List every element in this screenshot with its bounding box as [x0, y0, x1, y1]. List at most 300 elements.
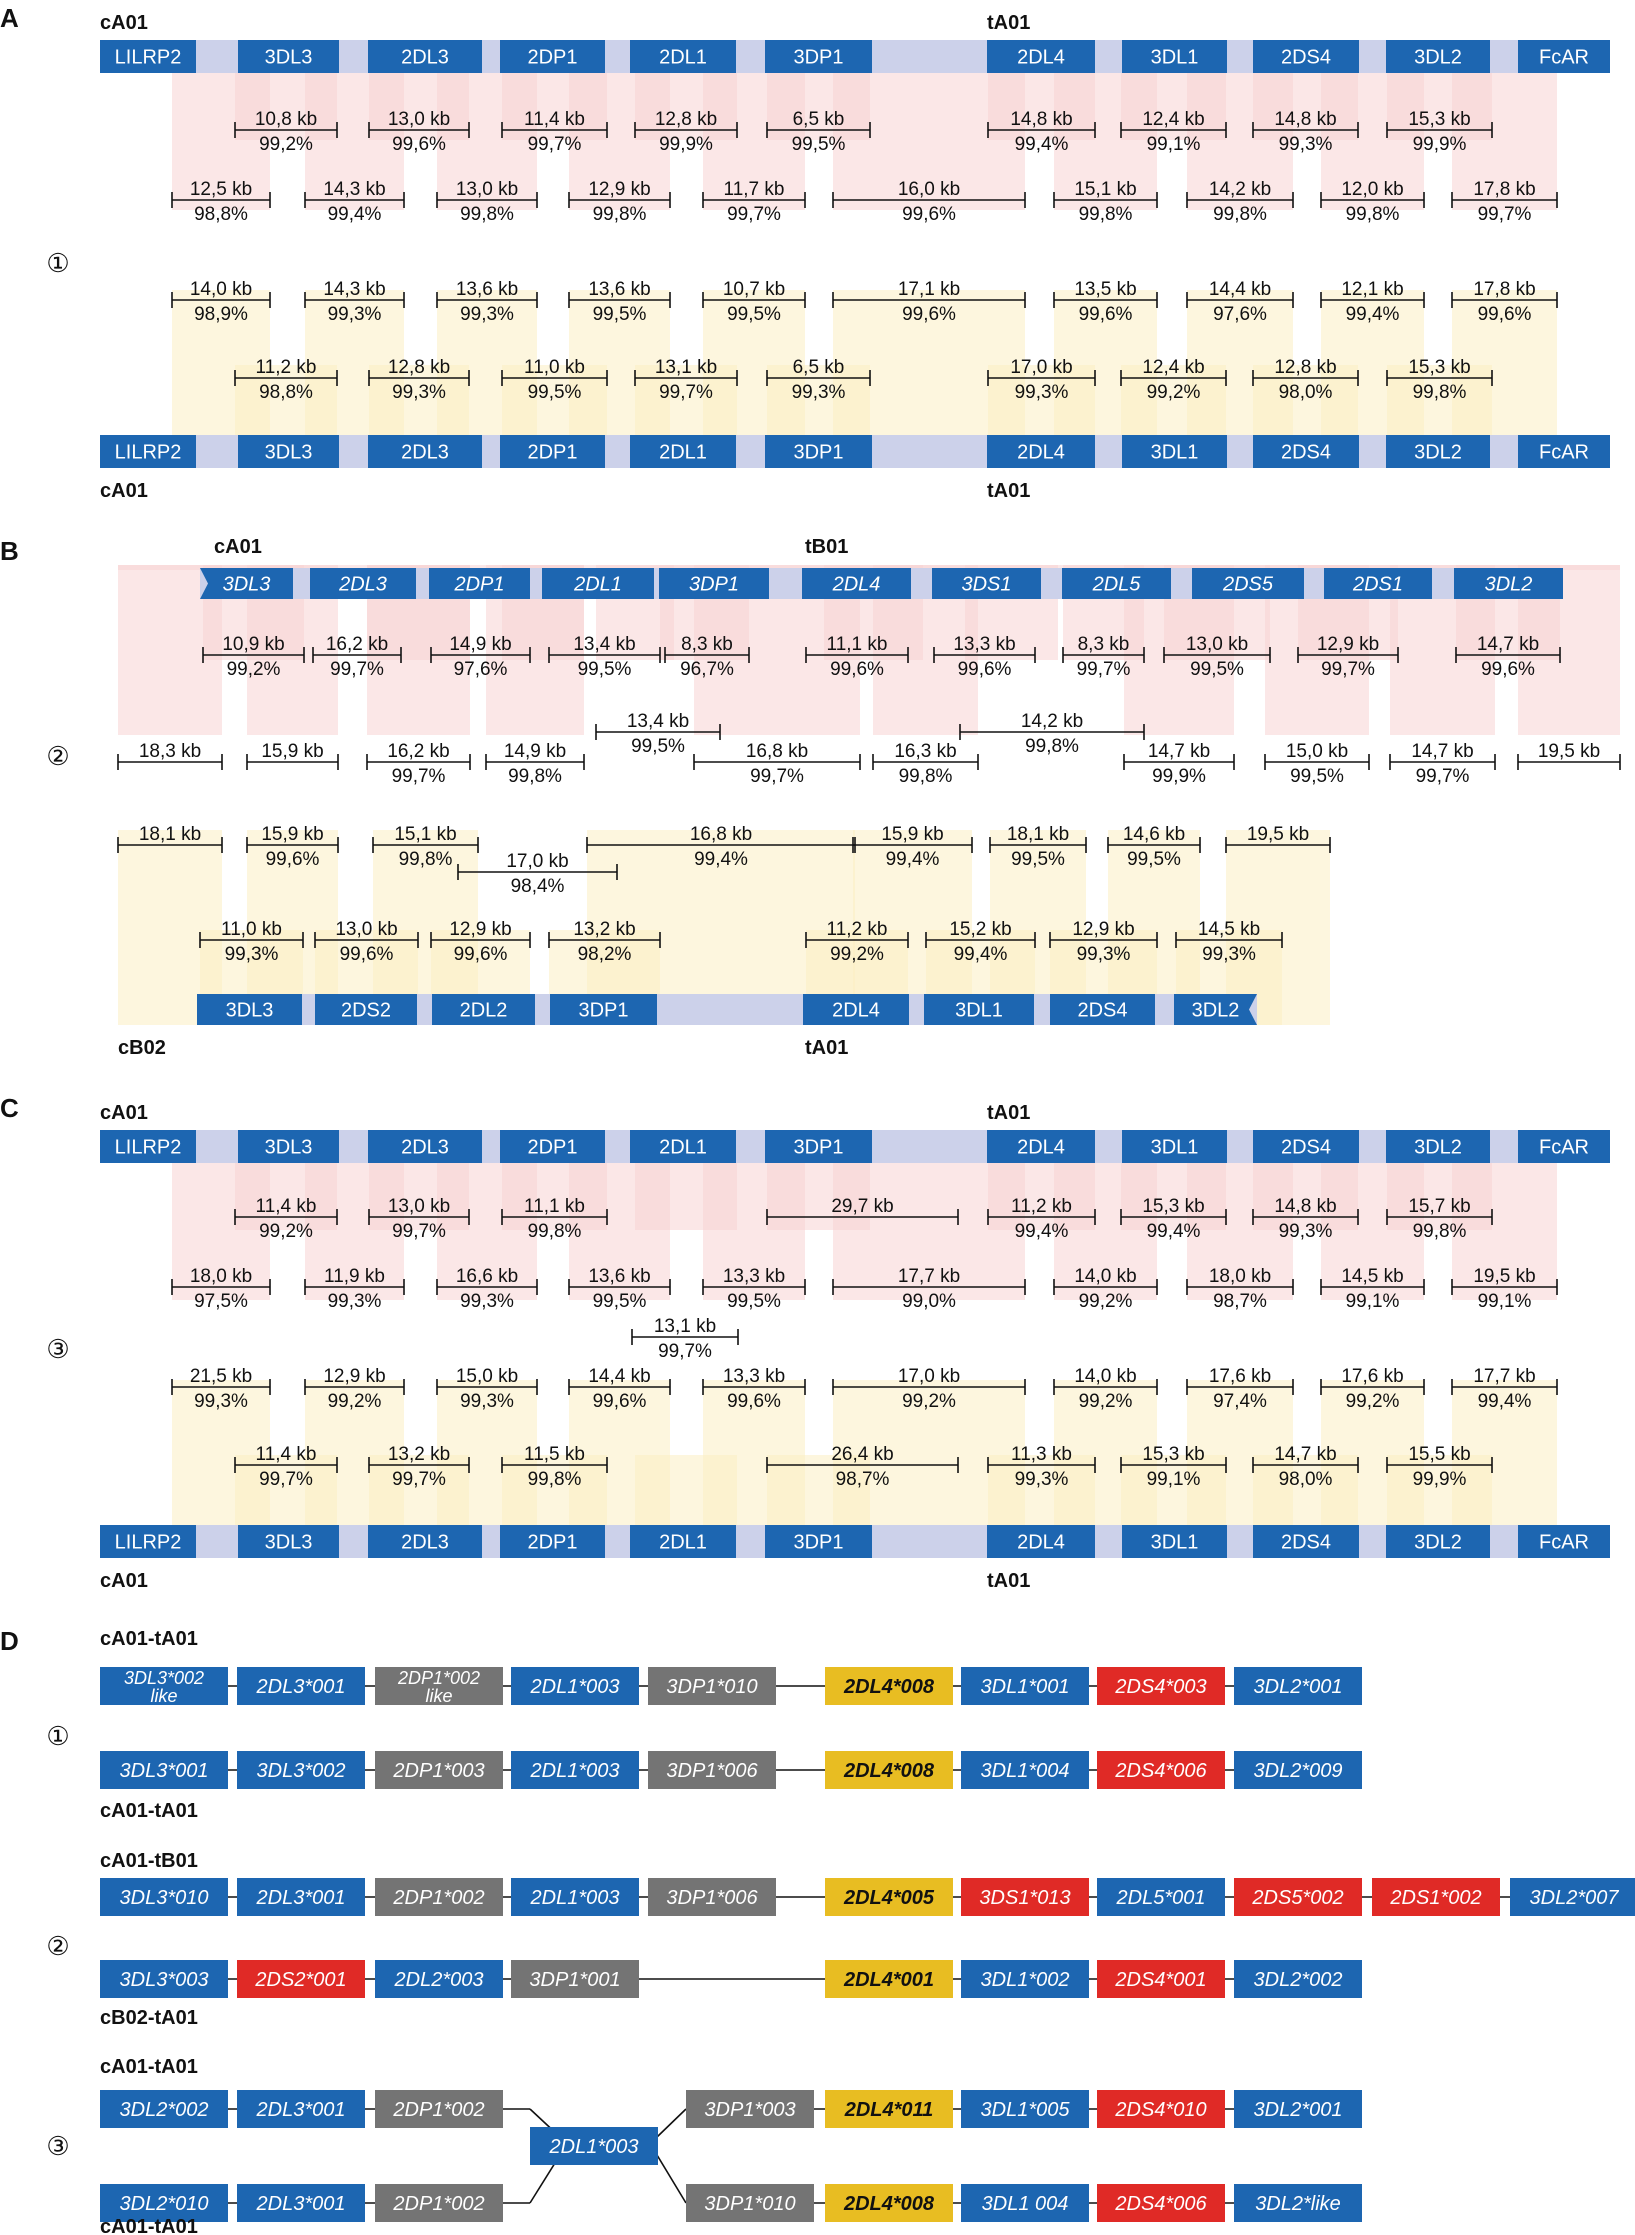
gene-name: 3DL3: [264, 46, 313, 69]
gene-box: [765, 40, 872, 73]
segment-identity: 99,5%: [791, 134, 846, 155]
allele-box: [375, 1751, 503, 1789]
gene-name: 2DL2: [459, 999, 508, 1022]
segment-length: 14,6 kb: [1122, 824, 1186, 845]
segment-length: 13,2 kb: [573, 919, 636, 940]
gene-box: [200, 568, 293, 599]
haplotype-label: tA01: [987, 1570, 1031, 1592]
segment-length: 12,9 kb: [588, 179, 651, 200]
allele-name: 3DL3*010: [119, 1887, 209, 1909]
segment-identity: 99,5%: [727, 1291, 781, 1312]
allele-name: 2DL1*003: [530, 1887, 620, 1909]
gene-name: 3DL2: [1484, 573, 1533, 596]
haplotype-label: tA01: [987, 480, 1031, 502]
gene-box: [1253, 1525, 1359, 1558]
segment-identity: 99,1%: [1345, 1291, 1400, 1312]
gene-name: FcAR: [1539, 46, 1589, 69]
gene-box: [1518, 1525, 1610, 1558]
segment-identity: 99,8%: [1213, 204, 1267, 225]
allele-name: 3DL1*002: [980, 1969, 1070, 1991]
segment-length: 15,3 kb: [1142, 1444, 1205, 1465]
segment-identity: 98,0%: [1278, 1469, 1333, 1490]
gene-name: 3DL3: [264, 1531, 313, 1554]
gene-name: 2DL1: [659, 1531, 707, 1554]
allele-box: [1097, 1667, 1225, 1705]
segment-identity: 99,3%: [327, 304, 382, 325]
segment-length: 14,0 kb: [1074, 1366, 1137, 1387]
gene-name: 2DP1: [527, 441, 578, 464]
gene-box: [238, 40, 339, 73]
segment-identity: 98,8%: [259, 382, 313, 403]
gene-name: LILRP2: [114, 46, 182, 69]
segment-identity: 99,4%: [885, 849, 940, 870]
haplotype-pair-number: ③: [46, 1334, 70, 1364]
allele-box: [648, 1751, 776, 1789]
allele-box: [1234, 1960, 1362, 1998]
gene-box: [765, 1525, 872, 1558]
segment-identity: 99,4%: [953, 944, 1008, 965]
segment-identity: 99,8%: [592, 204, 647, 225]
segment-length: 11,4 kb: [255, 1444, 317, 1465]
segment-identity: 99,3%: [1278, 1221, 1333, 1242]
haplotype-pair-label: cA01-tA01: [100, 2216, 198, 2235]
segment-identity: 99,2%: [226, 659, 281, 680]
gene-box: [429, 568, 530, 599]
allele-box: [375, 1667, 503, 1706]
segment-identity: 98,0%: [1278, 382, 1333, 403]
segment-identity: 99,5%: [631, 736, 685, 757]
segment-identity: 99,7%: [727, 204, 781, 225]
segment-identity: 99,3%: [327, 1291, 382, 1312]
allele-name: 3DL3*002: [123, 1668, 205, 1688]
allele-box: [961, 1960, 1089, 1998]
gene-name: 3DP1: [793, 1136, 844, 1159]
segment-length: 15,9 kb: [881, 824, 944, 845]
segment-length: 15,3 kb: [1408, 357, 1471, 378]
allele-box: [237, 2184, 365, 2222]
allele-name: 2DL3*001: [256, 1887, 346, 1909]
allele-box: [825, 2090, 953, 2128]
gene-box: [1253, 1130, 1359, 1163]
segment-length: 13,3 kb: [953, 634, 1016, 655]
segment-identity: 99,7%: [391, 766, 446, 787]
segment-length: 11,7 kb: [723, 179, 785, 200]
segment-identity: 99,0%: [902, 1291, 956, 1312]
segment-length: 11,0 kb: [221, 919, 282, 940]
allele-name: 3DL2*007: [1529, 1887, 1619, 1909]
segment-length: 18,1 kb: [1006, 824, 1070, 845]
segment-length: 16,2 kb: [325, 634, 389, 655]
segment-length: 19,5 kb: [1246, 824, 1310, 845]
segment-identity: 99,7%: [392, 1469, 446, 1490]
segment-identity: 99,8%: [1412, 382, 1467, 403]
haplotype-pair-label: cA01-tB01: [100, 1850, 198, 1872]
allele-box: [825, 2184, 953, 2222]
segment-length: 11,9 kb: [324, 1266, 385, 1287]
allele-box: [1097, 2090, 1225, 2128]
segment-length: 17,8 kb: [1473, 179, 1536, 200]
segment-length: 14,9 kb: [449, 634, 512, 655]
gene-box: [765, 1130, 872, 1163]
segment-length: 8,3 kb: [1077, 634, 1130, 655]
segment-length: 11,4 kb: [255, 1196, 317, 1217]
gene-name: 3DL2: [1414, 1531, 1462, 1554]
segment-identity: 99,4%: [1146, 1221, 1201, 1242]
segment-length: 16,8 kb: [745, 741, 809, 762]
segment-identity: 98,4%: [510, 876, 565, 897]
allele-name: 2DL3*001: [256, 1676, 346, 1698]
segment-identity: 98,8%: [194, 204, 248, 225]
gene-box: [1386, 1525, 1490, 1558]
segment-length: 18,0 kb: [189, 1266, 253, 1287]
panel-letter: D: [0, 1626, 19, 1656]
gene-name: 2DP1: [527, 1531, 578, 1554]
segment-length: 13,0 kb: [335, 919, 398, 940]
segment-bracket: [1265, 741, 1369, 787]
gene-box: [630, 1130, 736, 1163]
allele-box: [530, 2127, 658, 2165]
gene-name: 3DL3: [264, 441, 313, 464]
segment-identity: 99,8%: [527, 1469, 582, 1490]
segment-identity: 99,5%: [592, 304, 647, 325]
gene-box: [1122, 435, 1227, 468]
segment-length: 18,0 kb: [1208, 1266, 1272, 1287]
segment-identity: 99,4%: [694, 849, 748, 870]
segment-identity: 96,7%: [680, 659, 734, 680]
segment-length: 17,7 kb: [897, 1266, 961, 1287]
segment-length: 13,6 kb: [588, 279, 651, 300]
segment-identity: 99,7%: [1076, 659, 1131, 680]
allele-name: 3DL1*004: [980, 1760, 1070, 1782]
gene-box: [500, 1525, 605, 1558]
allele-name: 3DL2*like: [1255, 2193, 1341, 2215]
segment-identity: 99,8%: [527, 1221, 582, 1242]
segment-identity: 99,3%: [224, 944, 279, 965]
gene-name: LILRP2: [114, 1136, 182, 1159]
gene-name: 3DL1: [1150, 46, 1199, 69]
segment-length: 15,7 kb: [1408, 1196, 1471, 1217]
segment-length: 13,2 kb: [387, 1444, 451, 1465]
gene-name: 2DS4: [1280, 1136, 1332, 1159]
segment-identity: 99,7%: [259, 1469, 313, 1490]
gene-name: 3DP1: [793, 1531, 844, 1554]
segment-identity: 99,7%: [392, 1221, 446, 1242]
allele-name: 3DP1*006: [666, 1760, 758, 1782]
segment-identity: 99,4%: [327, 204, 382, 225]
segment-length: 14,5 kb: [1197, 919, 1261, 940]
allele-name: 3DP1*010: [704, 2193, 796, 2215]
segment-length: 18,3 kb: [138, 741, 202, 762]
gene-box: [924, 994, 1034, 1025]
segment-length: 14,8 kb: [1274, 1196, 1337, 1217]
gene-box: [500, 435, 605, 468]
segment-identity: 99,2%: [830, 944, 884, 965]
segment-length: 12,0 kb: [1341, 179, 1404, 200]
allele-name: 2DP1*002: [393, 2193, 485, 2215]
segment-identity: 98,7%: [1213, 1291, 1267, 1312]
segment-length: 15,0 kb: [1285, 741, 1349, 762]
segment-identity: 99,6%: [957, 659, 1012, 680]
segment-identity: 99,7%: [1321, 659, 1375, 680]
haplotype-pair-number: ③: [46, 2131, 70, 2161]
allele-box: [511, 1878, 639, 1916]
gene-name: FcAR: [1539, 1136, 1589, 1159]
segment-identity: 99,4%: [1345, 304, 1400, 325]
gene-box: [238, 1525, 339, 1558]
haplotype-pair-label: cA01-tA01: [100, 1800, 198, 1822]
segment-length: 26,4 kb: [831, 1444, 894, 1465]
allele-box: [1234, 1751, 1362, 1789]
allele-name: 2DS4*006: [1115, 2193, 1207, 2215]
gene-name: 2DS2: [340, 999, 392, 1022]
gene-box: [1062, 568, 1171, 599]
allele-box: [1097, 1960, 1225, 1998]
gene-box: [630, 40, 736, 73]
allele-box: [511, 1960, 639, 1998]
segment-identity: 99,8%: [398, 849, 453, 870]
segment-length: 14,9 kb: [503, 741, 567, 762]
segment-length: 11,2 kb: [826, 919, 888, 940]
gene-box: [238, 435, 339, 468]
allele-box: [375, 2090, 503, 2128]
gene-box: [987, 1130, 1095, 1163]
gene-box: [1122, 1525, 1227, 1558]
segment-identity: 99,7%: [527, 134, 582, 155]
segment-length: 12,8 kb: [1274, 357, 1337, 378]
segment-identity: 98,7%: [835, 1469, 890, 1490]
segment-identity: 99,5%: [1290, 766, 1344, 787]
allele-box: [511, 1751, 639, 1789]
segment-identity: 99,3%: [1278, 134, 1333, 155]
segment-identity: 99,9%: [1412, 134, 1467, 155]
segment-bracket: [247, 741, 338, 770]
gene-name: 3DP1: [793, 441, 844, 464]
segment-length: 15,3 kb: [1408, 109, 1471, 130]
gene-box: [238, 1130, 339, 1163]
gene-name: 2DL1: [574, 573, 622, 596]
gene-box: [1518, 435, 1610, 468]
segment-identity: 99,6%: [1477, 304, 1532, 325]
segment-identity: 99,5%: [727, 304, 781, 325]
allele-name: 2DL4*005: [843, 1887, 935, 1909]
gene-box: [659, 568, 769, 599]
segment-length: 15,3 kb: [1142, 1196, 1205, 1217]
segment-length: 18,1 kb: [138, 824, 202, 845]
allele-name: 3DP1*001: [529, 1969, 621, 1991]
gene-box: [100, 1130, 196, 1163]
segment-length: 13,3 kb: [722, 1366, 786, 1387]
gene-name: 2DS4: [1280, 441, 1332, 464]
allele-box: [1097, 1878, 1225, 1916]
gene-name: 3DP1: [578, 999, 629, 1022]
segment-bracket: [694, 741, 860, 787]
segment-identity: 99,7%: [750, 766, 804, 787]
segment-identity: 99,6%: [1481, 659, 1535, 680]
allele-box: [1234, 2090, 1362, 2128]
allele-name: 3DL2*009: [1253, 1760, 1343, 1782]
gene-box: [1386, 1130, 1490, 1163]
allele-name: 2DL2*003: [394, 1969, 484, 1991]
gene-box: [368, 40, 482, 73]
gene-box: [1324, 568, 1432, 599]
segment-identity: 99,9%: [1412, 1469, 1467, 1490]
allele-name: 3DP1*003: [704, 2099, 796, 2121]
allele-name: 3DL1 004: [981, 2193, 1069, 2215]
haplotype-label: tA01: [987, 1102, 1031, 1124]
allele-box: [100, 1751, 228, 1789]
segment-length: 13,6 kb: [588, 1266, 651, 1287]
segment-length: 11,2 kb: [255, 357, 317, 378]
segment-length: 17,0 kb: [506, 851, 569, 872]
segment-identity: 99,5%: [527, 382, 582, 403]
gene-name: 2DS5: [1222, 573, 1274, 596]
segment-length: 13,4 kb: [573, 634, 636, 655]
gene-box: [987, 40, 1095, 73]
gene-name: 2DL1: [659, 1136, 707, 1159]
segment-identity: 99,6%: [727, 1391, 781, 1412]
gene-name: 2DL5: [1092, 573, 1141, 596]
segment-length: 14,3 kb: [323, 279, 386, 300]
segment-length: 15,1 kb: [1074, 179, 1137, 200]
allele-box: [961, 1751, 1089, 1789]
segment-length: 21,5 kb: [189, 1366, 253, 1387]
allele-box: [1234, 1667, 1362, 1705]
segment-identity: 99,7%: [659, 382, 713, 403]
gene-box: [1192, 568, 1304, 599]
gene-box: [197, 994, 302, 1025]
gene-name: LILRP2: [114, 441, 182, 464]
allele-name: 2DL4*008: [843, 1676, 935, 1698]
gene-box: [1122, 1130, 1227, 1163]
allele-name: 2DP1*002: [393, 2099, 485, 2121]
gene-box: [1518, 40, 1610, 73]
gene-box: [368, 1130, 482, 1163]
segment-length: 15,0 kb: [455, 1366, 519, 1387]
segment-identity: 99,8%: [1078, 204, 1133, 225]
allele-name: 2DL1*003: [530, 1760, 620, 1782]
segment-length: 16,6 kb: [455, 1266, 519, 1287]
gene-name: 3DS1: [961, 573, 1012, 596]
allele-name: 3DL3*002: [256, 1760, 346, 1782]
gene-name: 2DL4: [832, 999, 880, 1022]
panel-letter: B: [0, 536, 19, 566]
gene-name: 3DL2: [1414, 46, 1462, 69]
segment-length: 14,7 kb: [1411, 741, 1474, 762]
segment-identity: 99,7%: [658, 1341, 712, 1362]
gene-name: 2DS4: [1280, 1531, 1332, 1554]
haplotype-pair-number: ①: [46, 248, 70, 278]
gene-box: [1518, 1130, 1610, 1163]
allele-name: 3DL2*001: [1253, 2099, 1343, 2121]
gene-box: [100, 435, 196, 468]
segment-length: 17,0 kb: [897, 1366, 961, 1387]
allele-box: [648, 1878, 776, 1916]
segment-length: 12,9 kb: [323, 1366, 386, 1387]
segment-identity: 99,2%: [259, 134, 313, 155]
gene-name: 3DP1: [688, 573, 740, 596]
gene-name: 2DP1: [527, 46, 578, 69]
allele-name: 3DL2*001: [1253, 1676, 1343, 1698]
allele-box: [686, 2090, 814, 2128]
segment-length: 6,5 kb: [792, 109, 845, 130]
gene-box: [315, 994, 417, 1025]
allele-box: [825, 1667, 953, 1705]
segment-length: 14,3 kb: [323, 179, 386, 200]
gene-name: LILRP2: [114, 1531, 182, 1554]
gene-name: 3DL1: [955, 999, 1003, 1022]
haplotype-pair-number: ②: [46, 741, 70, 771]
gene-box: [500, 40, 605, 73]
haplotype-pair-number: ①: [46, 1721, 70, 1751]
segment-identity: 99,6%: [592, 1391, 647, 1412]
segment-length: 11,1 kb: [524, 1196, 585, 1217]
segment-identity: 99,6%: [902, 204, 956, 225]
haplotype-label: cA01: [214, 536, 262, 558]
segment-bracket: [632, 1316, 738, 1362]
haplotype-pair-label: cA01-tA01: [100, 1628, 198, 1650]
segment-length: 12,5 kb: [189, 179, 253, 200]
segment-identity: 99,4%: [1014, 1221, 1069, 1242]
gene-name: 2DP1: [527, 1136, 578, 1159]
segment-length: 17,8 kb: [1473, 279, 1536, 300]
segment-identity: 99,6%: [392, 134, 446, 155]
segment-length: 10,7 kb: [722, 279, 786, 300]
segment-bracket: [1518, 741, 1620, 770]
segment-length: 12,9 kb: [449, 919, 512, 940]
segment-identity: 97,4%: [1213, 1391, 1267, 1412]
segment-length: 13,1 kb: [653, 1316, 717, 1337]
allele-name: 2DP1*002: [393, 1887, 485, 1909]
gene-box: [1253, 435, 1359, 468]
segment-length: 11,2 kb: [1011, 1196, 1072, 1217]
gene-box: [500, 1130, 605, 1163]
segment-bracket: [118, 741, 222, 770]
gene-box: [765, 435, 872, 468]
segment-length: 13,0 kb: [455, 179, 519, 200]
segment-length: 11,1 kb: [826, 634, 888, 655]
allele-name: 2DP1*002: [397, 1668, 481, 1688]
allele-box: [375, 2184, 503, 2222]
segment-length: 13,5 kb: [1074, 279, 1137, 300]
segment-identity: 99,6%: [830, 659, 884, 680]
allele-name: 3DL1*001: [980, 1676, 1070, 1698]
segment-length: 12,9 kb: [1072, 919, 1135, 940]
gene-name: 3DL1: [1150, 441, 1199, 464]
gene-box: [550, 994, 657, 1025]
segment-length: 13,1 kb: [654, 357, 718, 378]
segment-identity: 99,8%: [1345, 204, 1400, 225]
gene-name: 3DL1: [1150, 1531, 1199, 1554]
segment-identity: 99,5%: [1190, 659, 1244, 680]
allele-name-suffix: like: [425, 1686, 453, 1706]
segment-identity: 99,4%: [1477, 1391, 1532, 1412]
segment-bracket: [1390, 741, 1495, 787]
segment-length: 14,4 kb: [588, 1366, 651, 1387]
segment-identity: 99,3%: [1202, 944, 1256, 965]
allele-box: [100, 2090, 228, 2128]
segment-identity: 97,6%: [453, 659, 508, 680]
segment-identity: 99,6%: [902, 304, 956, 325]
allele-name: 2DL1*003: [530, 1676, 620, 1698]
segment-length: 14,8 kb: [1010, 109, 1073, 130]
gene-name: 3DL2: [1191, 999, 1240, 1022]
allele-box: [961, 1878, 1089, 1916]
allele-name: 3DL2*010: [119, 2193, 209, 2215]
segment-length: 11,0 kb: [524, 357, 585, 378]
segment-length: 15,9 kb: [261, 824, 324, 845]
allele-box: [100, 1878, 228, 1916]
gene-box: [932, 568, 1041, 599]
